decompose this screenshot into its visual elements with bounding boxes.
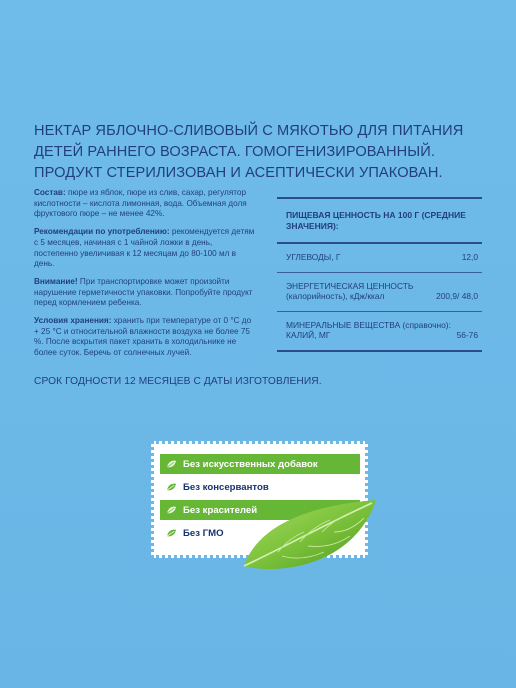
energy-label: ЭНЕРГЕТИЧЕСКАЯ ЦЕННОСТЬ	[286, 280, 414, 291]
attention	[34, 277, 256, 309]
attention-text: При транспортировке может произойти нарушение герметичности упаковки. Попробуйте продукт перед кормлением ребенка.	[34, 276, 253, 308]
leaf-icon	[166, 460, 177, 469]
claim-no-preservatives	[160, 477, 360, 497]
carbs-value: 12,0	[461, 252, 478, 262]
composition-text: пюре из яблок, пюре из слив, сахар, регулятор кислотности – кислота лимонная, вода. Объемная доля фруктового пюре – не менее 42%.	[34, 188, 247, 219]
storage-label: Условия хранения:	[34, 316, 112, 326]
minerals-row	[277, 312, 482, 350]
carbs-label: УГЛЕВОДЫ, Г	[286, 252, 341, 262]
leaf-icon	[166, 529, 177, 538]
composition	[34, 188, 256, 220]
energy-sub-label: (калорийность), кДж/ккал	[286, 291, 385, 301]
minerals-label: МИНЕРАЛЬНЫЕ ВЕЩЕСТВА (справочно):	[286, 319, 451, 330]
nutrition-table	[277, 197, 482, 352]
potassium-value: 56-76	[456, 330, 478, 340]
storage	[34, 316, 256, 359]
energy-value: 200,9/ 48,0	[436, 291, 478, 301]
recommendations-label: Рекомендации по употреблению:	[34, 227, 170, 237]
claim-label: Без красителей	[183, 504, 258, 516]
claim-no-additives	[160, 454, 360, 474]
table-rule-bottom	[277, 350, 482, 352]
shelf-life: СРОК ГОДНОСТИ 12 МЕСЯЦЕВ С ДАТЫ ИЗГОТОВЛЕНИЯ.	[34, 376, 322, 387]
product-info	[34, 188, 256, 366]
green-leaf-icon	[238, 496, 380, 572]
product-title: НЕКТАР ЯБЛОЧНО-СЛИВОВЫЙ С МЯКОТЬЮ ДЛЯ ПИТАНИЯ ДЕТЕЙ РАННЕГО ВОЗРАСТА. ГОМОГЕНИЗИРОВАННЫЙ. ПРОДУКТ СТЕРИЛИЗОВАН И АСЕПТИЧЕСКИ УПАКОВАН.	[34, 123, 464, 181]
carbs-row	[277, 244, 482, 272]
claim-label: Без искусственных добавок	[183, 458, 318, 470]
composition-label: Состав:	[34, 188, 66, 197]
recommendations-text: рекомендуется детям с 5 месяцев, начиная с 1 чайной ложки в день, постепенно увеличивая к 12 месяцам до 80-100 мл в день.	[34, 227, 255, 269]
nutrition-heading: ПИЩЕВАЯ ЦЕННОСТЬ НА 100 Г (СРЕДНИЕ ЗНАЧЕНИЯ):	[286, 210, 466, 231]
claim-label: Без консервантов	[183, 481, 269, 493]
recommendations	[34, 227, 256, 270]
energy-row	[277, 273, 482, 311]
leaf-icon	[166, 483, 177, 492]
leaf-icon	[166, 506, 177, 515]
storage-text: хранить при температуре от 0 °С до + 25 °С и относительной влажности воздуха не более 75 %. После вскрытия пакет хранить в холодильнике не более суток. Беречь от солнечных лучей.	[34, 316, 252, 358]
attention-label: Внимание!	[34, 276, 78, 286]
claim-label: Без ГМО	[183, 527, 224, 539]
potassium-label: КАЛИЙ, МГ	[286, 330, 331, 340]
